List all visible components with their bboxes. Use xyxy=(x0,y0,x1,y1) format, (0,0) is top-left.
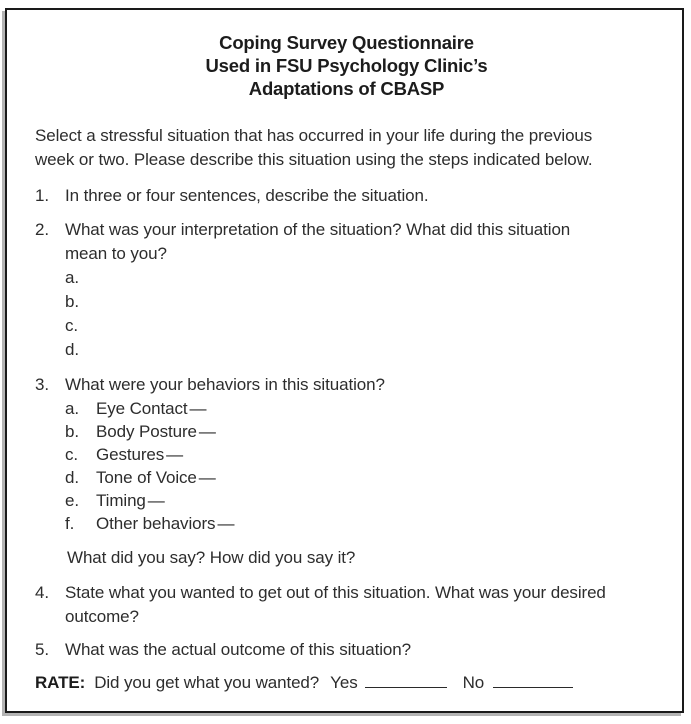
sub-f-dash: — xyxy=(217,514,235,533)
question-3-sub-c xyxy=(65,443,658,466)
sub-b-dash: — xyxy=(198,422,216,441)
question-3-sub-e xyxy=(65,489,658,512)
title-line-2: Used in FSU Psychology Clinic’s xyxy=(205,55,488,76)
rate-no-label: No xyxy=(462,673,485,692)
yes-blank-line xyxy=(365,687,447,688)
question-2-text-line-2: mean to you? xyxy=(65,244,167,263)
rate-label: RATE: xyxy=(35,673,86,692)
sub-e-label: e. xyxy=(65,491,79,510)
rate-row xyxy=(35,671,658,695)
sub-a-dash: — xyxy=(189,399,207,418)
question-3-sub-d xyxy=(65,466,658,489)
questionnaire-title xyxy=(35,31,658,100)
questionnaire-frame xyxy=(5,8,684,713)
sub-f-label: f. xyxy=(65,514,75,533)
intro-paragraph xyxy=(35,124,658,172)
title-line-3: Adaptations of CBASP xyxy=(248,78,445,99)
question-3-sub-a xyxy=(65,397,658,420)
question-3-followup: What did you say? How did you say it? xyxy=(67,548,356,567)
question-2-sub-c: c. xyxy=(65,316,79,335)
no-blank-line xyxy=(493,687,573,688)
rate-question: Did you get what you wanted? xyxy=(94,673,320,692)
question-3-number: 3. xyxy=(35,375,49,394)
sub-e-dash: — xyxy=(147,491,165,510)
question-2-text-line-1: What was your interpretation of the situation? What did this situation xyxy=(65,220,571,239)
sub-c-label: c. xyxy=(65,445,79,464)
question-5-number: 5. xyxy=(35,640,49,659)
sub-b-text: Body Posture xyxy=(96,422,197,441)
question-2-sub-b: b. xyxy=(65,292,79,311)
intro-line-2: week or two. Please describe this situation using the steps indicated below. xyxy=(35,150,593,169)
sub-f-text: Other behaviors xyxy=(96,514,216,533)
question-1 xyxy=(35,184,658,208)
question-1-text: In three or four sentences, describe the situation. xyxy=(65,186,429,205)
sub-e-text: Timing xyxy=(96,491,146,510)
sub-d-label: d. xyxy=(65,468,79,487)
question-1-number: 1. xyxy=(35,186,49,205)
question-5 xyxy=(35,638,658,662)
question-2 xyxy=(35,218,658,362)
sub-d-text: Tone of Voice xyxy=(96,468,197,487)
rate-yes-label: Yes xyxy=(330,673,358,692)
question-3-text: What were your behaviors in this situation? xyxy=(65,375,385,394)
question-3 xyxy=(35,373,658,535)
question-3-sub-f xyxy=(65,512,658,535)
question-4-text-line-2: outcome? xyxy=(65,607,139,626)
question-4-text-line-1: State what you wanted to get out of this situation. What was your desired xyxy=(65,583,606,602)
question-5-text: What was the actual outcome of this situation? xyxy=(65,640,411,659)
sub-d-dash: — xyxy=(198,468,216,487)
question-4 xyxy=(35,581,658,629)
sub-c-text: Gestures xyxy=(96,445,165,464)
question-2-number: 2. xyxy=(35,220,49,239)
intro-line-1: Select a stressful situation that has occurred in your life during the previous xyxy=(35,126,593,145)
question-3-sub-b xyxy=(65,420,658,443)
title-line-1: Coping Survey Questionnaire xyxy=(219,32,474,53)
sub-a-text: Eye Contact xyxy=(96,399,188,418)
question-2-sub-a: a. xyxy=(65,268,79,287)
question-2-sub-d: d. xyxy=(65,340,79,359)
sub-c-dash: — xyxy=(166,445,184,464)
sub-b-label: b. xyxy=(65,422,79,441)
question-4-number: 4. xyxy=(35,583,49,602)
sub-a-label: a. xyxy=(65,399,79,418)
